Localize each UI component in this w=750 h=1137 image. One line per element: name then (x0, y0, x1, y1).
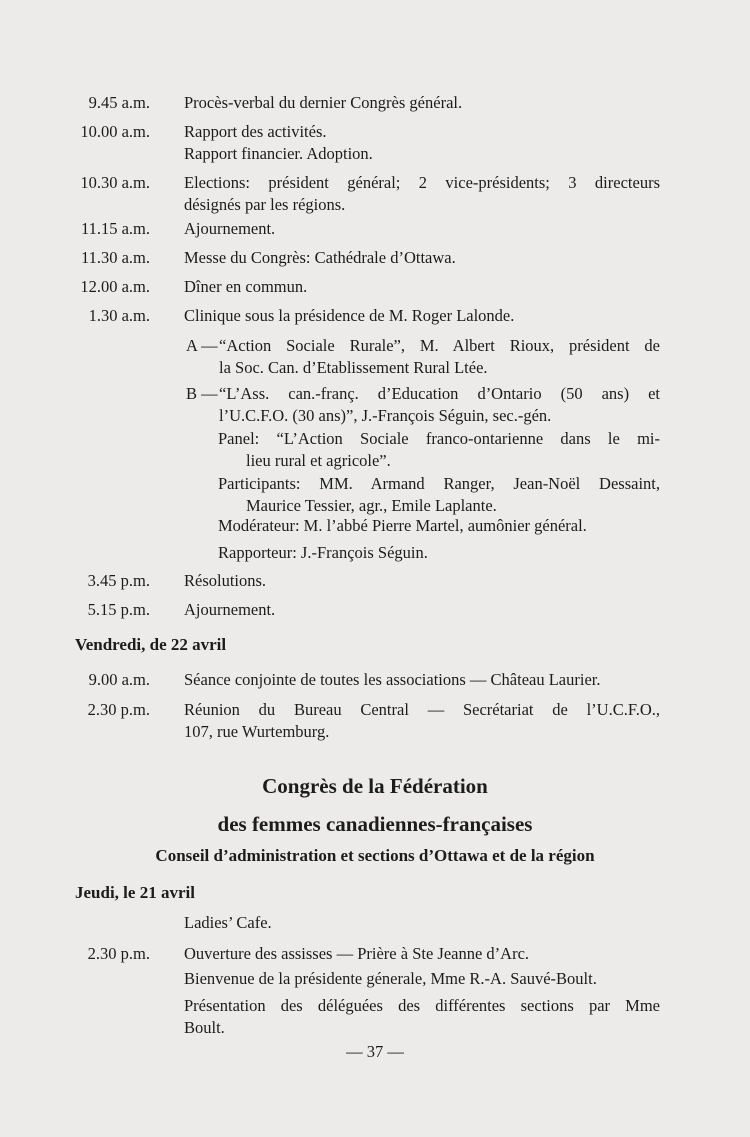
schedule-text: Ajournement. (184, 600, 276, 619)
rapporteur-text: Rapporteur: J.-François Séguin. (218, 543, 428, 562)
clinic-b-text: l’U.C.F.O. (30 ans)”, J.-François Séguin, sec.-gén. (219, 406, 552, 425)
schedule-time: 10.30 a.m. (80, 173, 150, 192)
schedule-time: 10.00 a.m. (80, 122, 150, 141)
schedule-text: désignés par les régions. (184, 195, 346, 214)
schedule-text: Séance conjointe de toutes les associations — Château Laurier. (184, 670, 601, 689)
schedule-time: 2.30 p.m. (87, 700, 150, 719)
clinic-b-prefix: B — (186, 384, 218, 403)
schedule-time: 2.30 p.m. (87, 944, 150, 963)
clinic-a-prefix: A — (186, 336, 218, 355)
day-heading-friday: Vendredi, de 22 avril (75, 635, 227, 654)
schedule-text: Boult. (184, 1018, 225, 1037)
schedule-text: Réunion du Bureau Central — Secrétariat de l’U.C.F.O., (184, 700, 660, 719)
schedule-text: Bienvenue de la présidente génerale, Mme R.-A. Sauvé-Boult. (184, 969, 597, 988)
panel-text: lieu rural et agricole”. (246, 451, 391, 470)
page-number: — 37 — (346, 1042, 404, 1061)
schedule-text: Clinique sous la présidence de M. Roger Lalonde. (184, 306, 515, 325)
schedule-time: 11.15 a.m. (80, 219, 150, 238)
schedule-time: 11.30 a.m. (80, 248, 150, 267)
panel-text: Panel: “L’Action Sociale franco-ontarienne dans le mi- (218, 429, 660, 448)
schedule-text: Rapport financier. Adoption. (184, 144, 373, 163)
day-heading-thursday: Jeudi, le 21 avril (75, 883, 195, 902)
schedule-time: 9.00 a.m. (88, 670, 150, 689)
schedule-text: Ouverture des assisses — Prière à Ste Jeanne d’Arc. (184, 944, 530, 963)
clinic-a-text: “Action Sociale Rurale”, M. Albert Rioux, président de (219, 336, 660, 355)
section-title: Congrès de la Fédération (262, 774, 488, 798)
schedule-time: 5.15 p.m. (87, 600, 150, 619)
schedule-text: Elections: président général; 2 vice-présidents; 3 directeurs (184, 173, 660, 192)
schedule-time: 9.45 a.m. (88, 93, 150, 112)
participants-text: Participants: MM. Armand Ranger, Jean-Noël Dessaint, (218, 474, 660, 493)
schedule-time: 3.45 p.m. (87, 571, 150, 590)
schedule-text: Messe du Congrès: Cathédrale d’Ottawa. (184, 248, 456, 267)
schedule-text: Présentation des déléguées des différentes sections par Mme (184, 996, 660, 1015)
schedule-text: Dîner en commun. (184, 277, 308, 296)
clinic-a-text: la Soc. Can. d’Etablissement Rural Ltée. (219, 358, 488, 377)
schedule-text: Procès-verbal du dernier Congrès général. (184, 93, 463, 112)
schedule-text: Rapport des activités. (184, 122, 327, 141)
participants-text: Maurice Tessier, agr., Emile Laplante. (246, 496, 497, 515)
section-subtitle: Conseil d’administration et sections d’Ottawa et de la région (155, 846, 595, 865)
schedule-text: 107, rue Wurtemburg. (184, 722, 330, 741)
moderateur-text: Modérateur: M. l’abbé Pierre Martel, aumônier général. (218, 516, 587, 535)
section-title: des femmes canadiennes-françaises (217, 812, 533, 836)
ladies-cafe-text: Ladies’ Cafe. (184, 913, 272, 932)
schedule-time: 1.30 a.m. (88, 306, 150, 325)
schedule-time: 12.00 a.m. (80, 277, 150, 296)
schedule-text: Ajournement. (184, 219, 276, 238)
schedule-text: Résolutions. (184, 571, 267, 590)
clinic-b-text: “L’Ass. can.-franç. d’Education d’Ontario (50 ans) et (219, 384, 660, 403)
